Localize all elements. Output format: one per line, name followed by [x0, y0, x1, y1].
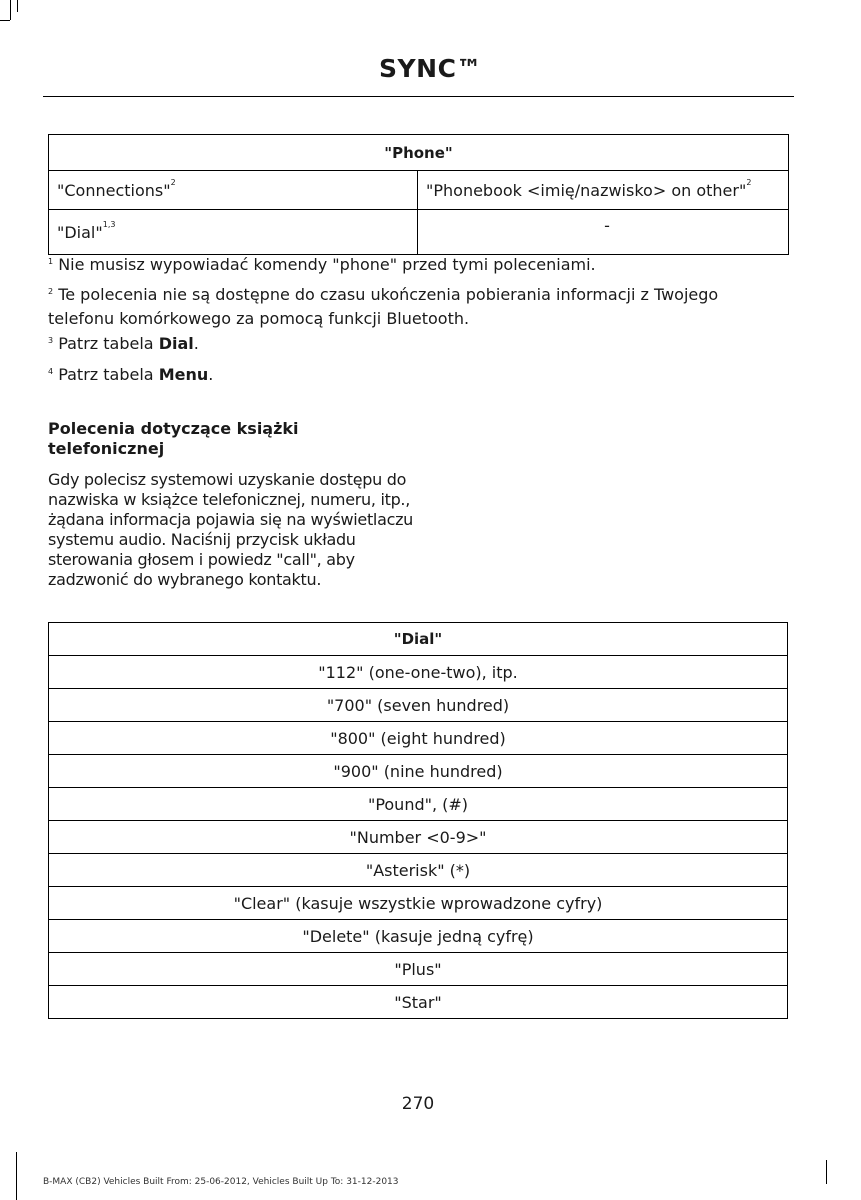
title-divider: [43, 96, 794, 97]
crop-mark: [826, 1160, 827, 1184]
table-cell: "800" (eight hundred): [49, 722, 788, 755]
footnote-ref: 1,3: [102, 219, 116, 229]
table-cell: -: [418, 210, 789, 255]
phone-commands-table: [48, 134, 789, 255]
footnote-3: [48, 332, 788, 356]
table-row: [49, 171, 789, 210]
footnote-1: [48, 253, 788, 277]
table-cell: [49, 210, 418, 255]
table-reference: Menu: [158, 365, 209, 384]
table-cell: "900" (nine hundred): [49, 755, 788, 788]
table-row: [49, 920, 788, 953]
table-row: [49, 656, 788, 689]
section-heading: Polecenia dotyczące książki telefonicznej: [48, 419, 299, 458]
footnote-end: .: [193, 334, 199, 353]
table-cell: [49, 171, 418, 210]
footnote-ref: 2: [170, 177, 176, 187]
table-row: [49, 689, 788, 722]
dial-commands-table: [48, 622, 788, 1019]
footnote-end: .: [208, 365, 214, 384]
table-row: [49, 887, 788, 920]
table-row: [49, 788, 788, 821]
section-body: Gdy polecisz systemowi uzyskanie dostępu do nazwiska w książce telefonicznej, numeru, itp., żądana informacja pojawia się na wyświetlaczu systemu audio. Naciśnij przycisk układu sterowania głosem i powiedz "call", aby zadzwonić do wybranego kontaktu.: [48, 470, 414, 589]
table-cell: "Plus": [49, 953, 788, 986]
footnote-text: Nie musisz wypowiadać komendy "phone" przed tymi poleceniami.: [58, 255, 596, 274]
table-row: [49, 755, 788, 788]
footnote-ref: 2: [746, 177, 752, 187]
table-cell: "Number <0-9>": [49, 821, 788, 854]
footnote-mark: 2: [48, 287, 54, 296]
table-row: [49, 986, 788, 1019]
table-cell: "700" (seven hundred): [49, 689, 788, 722]
crop-mark: [10, 0, 11, 20]
footnote-mark: 1: [48, 257, 54, 266]
footnote-4: [48, 363, 788, 387]
cell-text: "Dial": [57, 222, 103, 242]
table-reference: Dial: [158, 334, 194, 353]
page-number: 270: [401, 1094, 435, 1114]
dial-table-header: "Dial": [49, 623, 788, 656]
phone-table-header: "Phone": [49, 135, 789, 171]
footnote-text: Patrz tabela: [58, 365, 154, 384]
table-cell: "Delete" (kasuje jedną cyfrę): [49, 920, 788, 953]
table-row: [49, 953, 788, 986]
table-cell: "112" (one-one-two), itp.: [49, 656, 788, 689]
table-row: [49, 821, 788, 854]
crop-mark: [16, 1152, 17, 1200]
table-cell: "Pound", (#): [49, 788, 788, 821]
footer-text: B-MAX (CB2) Vehicles Built From: 25-06-2012, Vehicles Built Up To: 31-12-2013: [43, 1177, 399, 1187]
crop-mark: [17, 0, 18, 12]
footnote-text: Patrz tabela: [58, 334, 154, 353]
footnote-mark: 4: [48, 367, 54, 376]
table-row: [49, 854, 788, 887]
crop-mark: [0, 20, 10, 21]
table-cell: "Clear" (kasuje wszystkie wprowadzone cyfry): [49, 887, 788, 920]
footnote-2: [48, 283, 788, 331]
table-cell: "Asterisk" (*): [49, 854, 788, 887]
page-title: SYNC™: [379, 54, 482, 83]
table-row: [49, 210, 789, 255]
table-row: [49, 722, 788, 755]
footnote-text: Te polecenia nie są dostępne do czasu ukończenia pobierania informacji z Twojego telefonu komórkowego za pomocą funkcji Bluetooth.: [48, 285, 719, 328]
cell-text: "Phonebook <imię/nazwisko> on other": [426, 180, 747, 200]
table-cell: "Star": [49, 986, 788, 1019]
table-cell: [418, 171, 789, 210]
footnote-mark: 3: [48, 336, 54, 345]
cell-text: "Connections": [57, 180, 171, 200]
